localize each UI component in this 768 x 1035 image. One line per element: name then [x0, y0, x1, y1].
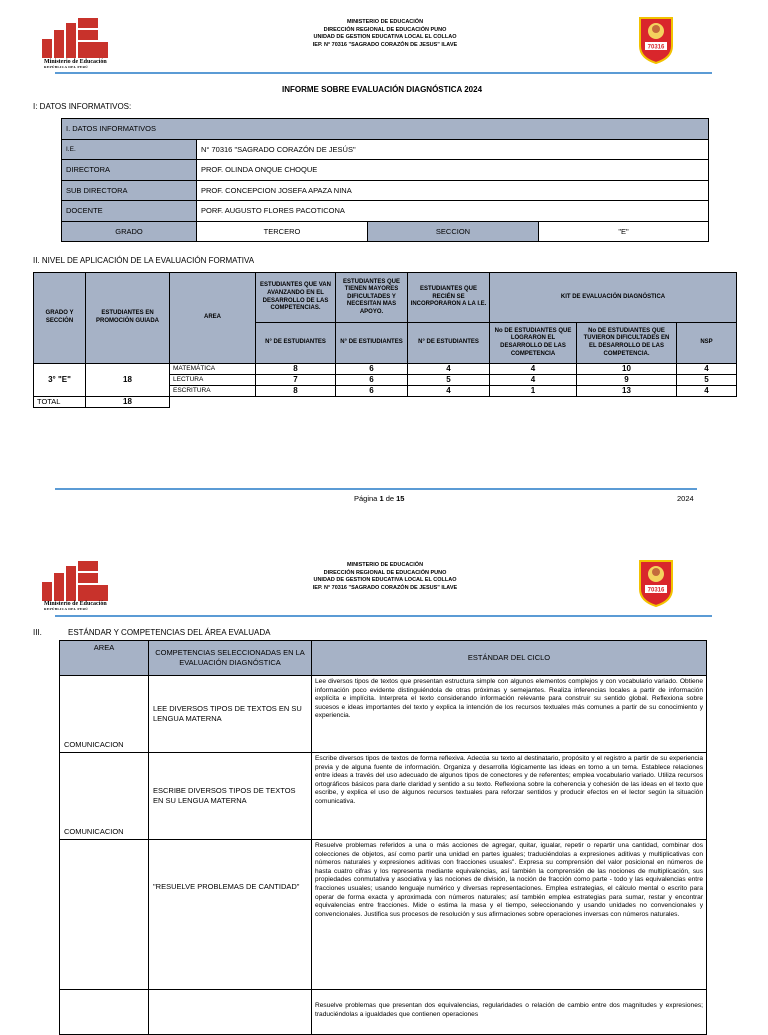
row-key: I.E. [62, 139, 197, 160]
header-promocion: ESTUDIANTES EN PROMOCIÓN GUIADA [86, 273, 170, 364]
total-value: 18 [86, 397, 170, 408]
avanzando-cell: 8 [256, 364, 336, 375]
seccion-label: SECCION [368, 221, 539, 242]
incorporaron-cell: 4 [408, 364, 490, 375]
header-line-1: MINISTERIO DE EDUCACIÓN [346, 19, 424, 25]
evaluacion-table [33, 272, 737, 408]
dificultades-cell: 6 [336, 386, 408, 397]
header-line-3: UNIDAD DE GESTION EDUCATIVA LOCAL EL COLLAO [313, 577, 457, 583]
avanzando-cell: 8 [256, 386, 336, 397]
table-row [62, 201, 709, 222]
table-row [60, 753, 707, 840]
header-estandar: ESTÁNDAR DEL CICLO [312, 641, 707, 676]
estandar-cell: Resuelve problemas referidos a una o más acciones de agregar, quitar, igualar, repetir o repartir una cantidad, combinar dos colecciones de objetos, así como partir una unidad en partes iguales; traduciéndolas a expresiones aditivas y multiplicativas con números naturales y expresiones aditivas con fracciones usuales". Expresa su comprensión del valor posicional en números de hasta cuatro cifras y los representa mediante equivalencias, así también la comprensión de las nociones de multiplicación, sus propiedades conmutativa y asociativa y las nociones de división, la noción de fracción como parte - todo y las equivalencias entre fracciones usuales; usando lenguaje numérico y diversas representaciones. Emplea estrategias, el cálculo mental o escrito para operar de forma exacta y aproximada con números naturales; así también emplea estrategias para sumar, restar y encontrar equivalencias entre fracciones. Mide o estima la masa y el tiempo, seleccionando y usando unidades no convencionales y convencionales. Justifica sus procesos de resolución y sus afirmaciones sobre operaciones inversas con números naturales. [312, 840, 707, 990]
page-num: 1 [379, 494, 384, 503]
section1-label: I: DATOS INFORMATIVOS: [33, 102, 132, 111]
page-of: de [383, 494, 397, 503]
total-label: TOTAL [34, 397, 86, 408]
logo-text: Ministerio de Educación [44, 59, 107, 65]
logo-caption [44, 601, 107, 611]
competencia-cell: LEE DIVERSOS TIPOS DE TEXTOS EN SU LENGUA MATERNA [149, 676, 312, 753]
table-row [62, 221, 709, 242]
row-value: PROF. OLINDA ONQUE CHOQUE [197, 160, 709, 181]
header-n-estudiantes-3: N° DE ESTUDIANTES [408, 323, 490, 364]
header-line-1: MINISTERIO DE EDUCACIÓN [346, 562, 424, 568]
school-crest-icon [638, 559, 674, 607]
header-dificultades: ESTUDIANTES QUE TIENEN MAYORES DIFICULTADES Y NECESITAN MAS APOYO. [336, 273, 408, 323]
competencia-cell [149, 990, 312, 1035]
area-cell: MATEMÁTICA [170, 364, 256, 375]
report-title: INFORME SOBRE EVALUACIÓN DIAGNÓSTICA 2024 [282, 85, 483, 94]
footer-year: 2024 [677, 494, 694, 503]
header-rule [55, 72, 712, 74]
datos-table [61, 118, 709, 242]
logo-caption [44, 59, 107, 69]
header-line-2: DIRECCIÓN REGIONAL DE EDUCACIÓN PUNO [323, 569, 447, 576]
area-cell: COMUNICACION [60, 753, 149, 840]
competencia-cell: ESCRIBE DIVERSOS TIPOS DE TEXTOS EN SU LENGUA MATERNA [149, 753, 312, 840]
school-crest-icon [638, 16, 674, 64]
table-row [60, 676, 707, 753]
logo-subtext: REPÚBLICA DEL PERÚ [44, 65, 89, 69]
header-nsp: NSP [677, 323, 737, 364]
seccion-value: "E" [539, 221, 709, 242]
header-area: AREA [170, 273, 256, 364]
header-text [250, 19, 520, 49]
section3-label: ESTÁNDAR Y COMPETENCIAS DEL ÁREA EVALUADA [68, 628, 271, 637]
nsp-cell: 4 [677, 386, 737, 397]
table-row [62, 180, 709, 201]
nsp-cell: 5 [677, 375, 737, 386]
area-cell: LECTURA [170, 375, 256, 386]
dificultades-cell: 6 [336, 375, 408, 386]
grado-label: GRADO [62, 221, 197, 242]
row-key: SUB DIRECTORA [62, 180, 197, 201]
grado-cell: 3° "E" [34, 364, 86, 397]
avanzando-cell: 7 [256, 375, 336, 386]
table-row [34, 364, 737, 375]
header-incorporaron: ESTUDIANTES QUE RECIÉN SE INCORPORARON A LA I.E. [408, 273, 490, 323]
crest-text: 70316 [647, 44, 665, 51]
crest-text: 70316 [647, 587, 665, 594]
incorporaron-cell: 4 [408, 386, 490, 397]
competencia-cell: "RESUELVE PROBLEMAS DE CANTIDAD" [149, 840, 312, 990]
ministerio-logo [42, 18, 108, 58]
page-total: 15 [396, 494, 405, 503]
header-tuvieron: No DE ESTUDIANTES QUE TUVIERON DIFICULTADES EN EL DESARROLLO DE LAS COMPETENCIA. [577, 323, 677, 364]
section3-num: III. [33, 628, 42, 637]
tuvieron-cell: 13 [577, 386, 677, 397]
header-line-4: IEP. N° 70316 "SAGRADO CORAZÓN DE JESUS" ILAVE [312, 41, 458, 48]
tuvieron-cell: 10 [577, 364, 677, 375]
page-prefix: Página [354, 494, 380, 503]
row-value: PORF. AUGUSTO FLORES PACOTICONA [197, 201, 709, 222]
header-n-estudiantes-2: N° DE ESTIUDIANTES [336, 323, 408, 364]
estandar-table [59, 640, 707, 1035]
header-avanzando: ESTUDIANTES QUE VAN AVANZANDO EN EL DESARROLLO DE LAS COMPETENCIAS. [256, 273, 336, 323]
header-text [250, 562, 520, 592]
header-line-2: DIRECCIÓN REGIONAL DE EDUCACIÓN PUNO [323, 26, 447, 33]
total-row [34, 397, 737, 408]
table-row [62, 139, 709, 160]
incorporaron-cell: 5 [408, 375, 490, 386]
table-row [62, 160, 709, 181]
grado-value: TERCERO [197, 221, 368, 242]
header-area: AREA [60, 641, 149, 676]
header-rule [55, 615, 712, 617]
header-n-estudiantes: N° DE ESTUDIANTES [256, 323, 336, 364]
lograron-cell: 4 [490, 364, 577, 375]
estandar-cell: Lee diversos tipos de textos que presentan estructura simple con algunos elementos complejos y con vocabulario variado. Obtiene información poco evidente distinguiéndola de otras próximas y semejantes. Realiza inferencias locales a partir de información explícita e implícita. Interpreta el texto considerando información relevante para construir su sentido global. Reflexiona sobre sucesos e ideas importantes del texto y explica la intención de los recursos textuales más comunes a partir de su conocimiento y experiencia. [312, 676, 707, 753]
datos-table-title: I. DATOS INFORMATIVOS [62, 119, 709, 140]
page-number [354, 494, 404, 503]
section2-label: II. NIVEL DE APLICACIÓN DE LA EVALUACIÓN FORMATIVA [33, 256, 255, 265]
logo-subtext: REPÚBLICA DEL PERÚ [44, 607, 89, 611]
lograron-cell: 1 [490, 386, 577, 397]
header-line-3: UNIDAD DE GESTION EDUCATIVA LOCAL EL COLLAO [313, 34, 457, 40]
header-competencias: COMPETENCIAS SELECCIONADAS EN LA EVALUACIÓN DIAGNÓSTICA [149, 641, 312, 676]
area-cell [60, 840, 149, 990]
table-row [60, 990, 707, 1035]
area-cell: COMUNICACION [60, 676, 149, 753]
logo-text: Ministerio de Educación [44, 601, 107, 607]
estandar-cell: Escribe diversos tipos de textos de forma reflexiva. Adecúa su texto al destinatario, propósito y el registro a partir de su experiencia previa y de alguna fuente de información. Organiza y desarrolla lógicamente las ideas en torno a un tema. Establece relaciones entre ideas a través del uso adecuado de algunos tipos de conectores y de referentes; emplea vocabulario variado. Utiliza recursos ortográficos básicos para darle claridad y sentido a su texto. Reflexiona sobre la coherencia y cohesión de las ideas en el texto que escribe, y explica el uso de algunos recursos textuales para reforzar sentidos y producir efectos en el lector según la situación comunicativa. [312, 753, 707, 840]
ministerio-logo [42, 561, 108, 601]
row-value: PROF. CONCEPCION JOSEFA APAZA NINA [197, 180, 709, 201]
header-kit: KIT DE EVALUACIÓN DIAGNÓSTICA [490, 273, 737, 323]
promocion-cell: 18 [86, 364, 170, 397]
area-cell: ESCRITURA [170, 386, 256, 397]
header-line-4: IEP. N° 70316 "SAGRADO CORAZÓN DE JESUS" ILAVE [312, 584, 458, 591]
nsp-cell: 4 [677, 364, 737, 375]
footer-rule [55, 488, 697, 490]
row-key: DIRECTORA [62, 160, 197, 181]
row-value: N° 70316 "SAGRADO CORAZÓN DE JESÚS" [197, 139, 709, 160]
tuvieron-cell: 9 [577, 375, 677, 386]
header-grado-seccion: GRADO Y SECCIÓN [34, 273, 86, 364]
estandar-cell: Resuelve problemas que presentan dos equivalencias, regularidades o relación de cambio entre dos magnitudes y expresiones; traduciéndolas a igualdades que contienen operaciones [312, 990, 707, 1035]
dificultades-cell: 6 [336, 364, 408, 375]
row-key: DOCENTE [62, 201, 197, 222]
area-cell [60, 990, 149, 1035]
header-lograron: No DE ESTUDIANTES QUE LOGRARON EL DESARROLLO DE LAS COMPETENCIA [490, 323, 577, 364]
lograron-cell: 4 [490, 375, 577, 386]
table-row [60, 840, 707, 990]
